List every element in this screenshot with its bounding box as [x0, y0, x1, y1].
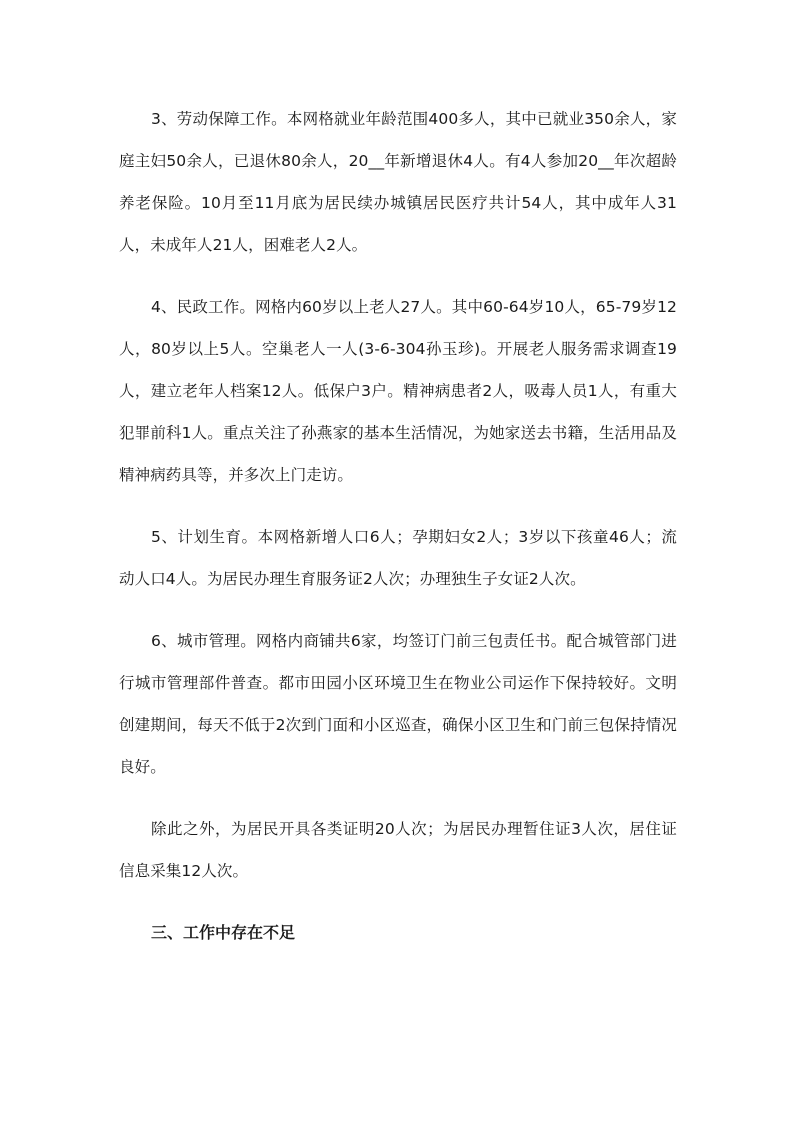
document-body — [119, 98, 677, 954]
paragraph-city-management: 6、城市管理。网格内商铺共6家，均签订门前三包责任书。配合城管部门进行城市管理部件普查。都市田园小区环境卫生在物业公司运作下保持较好。文明创建期间，每天不低于2次到门面和小区巡查，确保小区卫生和门前三包保持情况良好。 — [119, 632, 677, 776]
paragraph-labor-security: 3、劳动保障工作。本网格就业年龄范围400多人，其中已就业350余人，家庭主妇50余人，已退休80余人，20__年新增退休4人。有4人参加20__年次超龄养老保险。10月至11月底为居民续办城镇居民医疗共计54人，其中成年人31人，未成年人21人，困难老人2人。 — [119, 110, 677, 254]
paragraph-other-services: 除此之外，为居民开具各类证明20人次；为居民办理暂住证3人次，居住证信息采集12人次。 — [119, 820, 677, 880]
paragraph-family-planning: 5、计划生育。本网格新增人口6人；孕期妇女2人；3岁以下孩童46人；流动人口4人。为居民办理生育服务证2人次；办理独生子女证2人次。 — [119, 528, 677, 588]
section-heading: 三、工作中存在不足 — [151, 923, 296, 942]
paragraph-civil-affairs: 4、民政工作。网格内60岁以上老人27人。其中60-64岁10人，65-79岁12人，80岁以上5人。空巢老人一人(3-6-304孙玉珍)。开展老人服务需求调查19人，建立老年人档案12人。低保户3户。精神病患者2人，吸毒人员1人，有重大犯罪前科1人。重点关注了孙燕家的基本生活情况，为她家送去书籍，生活用品及精神病药具等，并多次上门走访。 — [119, 298, 677, 484]
